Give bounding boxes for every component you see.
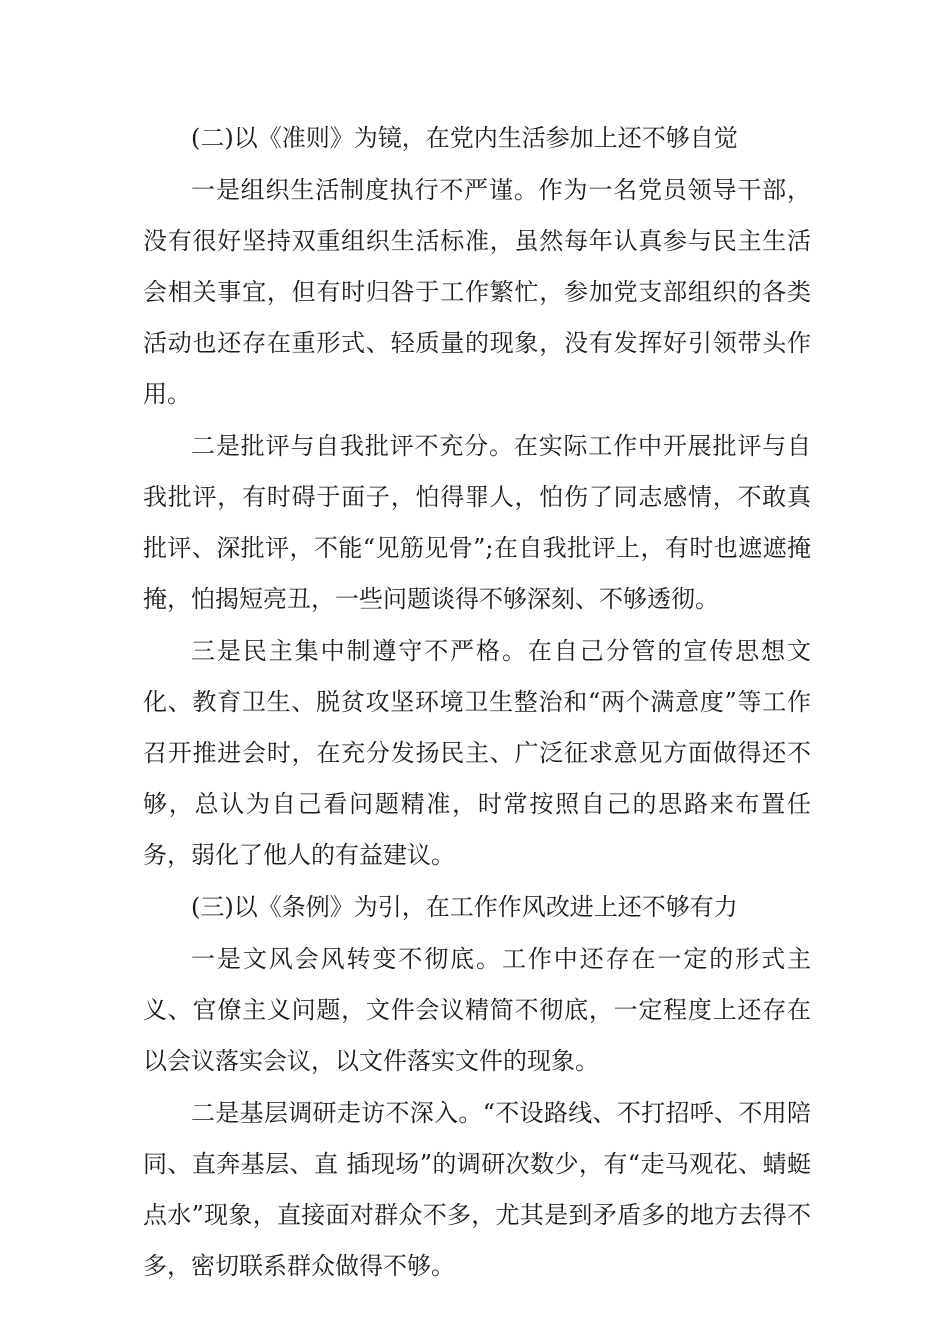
document-body xyxy=(143,113,811,1292)
paragraph: 二是基层调研走访不深入。“不设路线、不打招呼、不用陪同、直奔基层、直 插现场”的调研次数少，有“走马观花、蜻蜓点水”现象，直接面对群众不多，尤其是到矛盾多的地方去得不多，密切联系群众做得不够。 xyxy=(143,1099,811,1280)
section-heading-3: (三)以《条例》为引，在工作作风改进上还不够有力 xyxy=(191,893,738,921)
section-heading-2: (二)以《准则》为镜，在党内生活参加上还不够自觉 xyxy=(191,124,738,152)
paragraph: 一是组织生活制度执行不严谨。作为一名党员领导干部，没有很好坚持双重组织生活标准，虽然每年认真参与民主生活会相关事宜，但有时归咎于工作繁忙，参加党支部组织的各类活动也还存在重形式、轻质量的现象，没有发挥好引领带头作用。 xyxy=(143,176,811,408)
paragraph: 三是民主集中制遵守不严格。在自己分管的宣传思想文化、教育卫生、脱贫攻坚环境卫生整治和“两个满意度”等工作召开推进会时，在充分发扬民主、广泛征求意见方面做得还不够，总认为自己看问题精准，时常按照自己的思路来布置任务，弱化了他人的有益建议。 xyxy=(143,637,811,869)
paragraph: 二是批评与自我批评不充分。在实际工作中开展批评与自我批评，有时碍于面子，怕得罪人，怕伤了同志感情，不敢真批评、深批评，不能“见筋见骨”;在自我批评上，有时也遮遮掩掩，怕揭短亮丑，一些问题谈得不够深刻、不够透彻。 xyxy=(143,432,811,613)
paragraph: 一是文风会风转变不彻底。工作中还存在一定的形式主义、官僚主义问题，文件会议精简不彻底，一定程度上还存在以会议落实会议，以文件落实文件的现象。 xyxy=(143,945,811,1075)
